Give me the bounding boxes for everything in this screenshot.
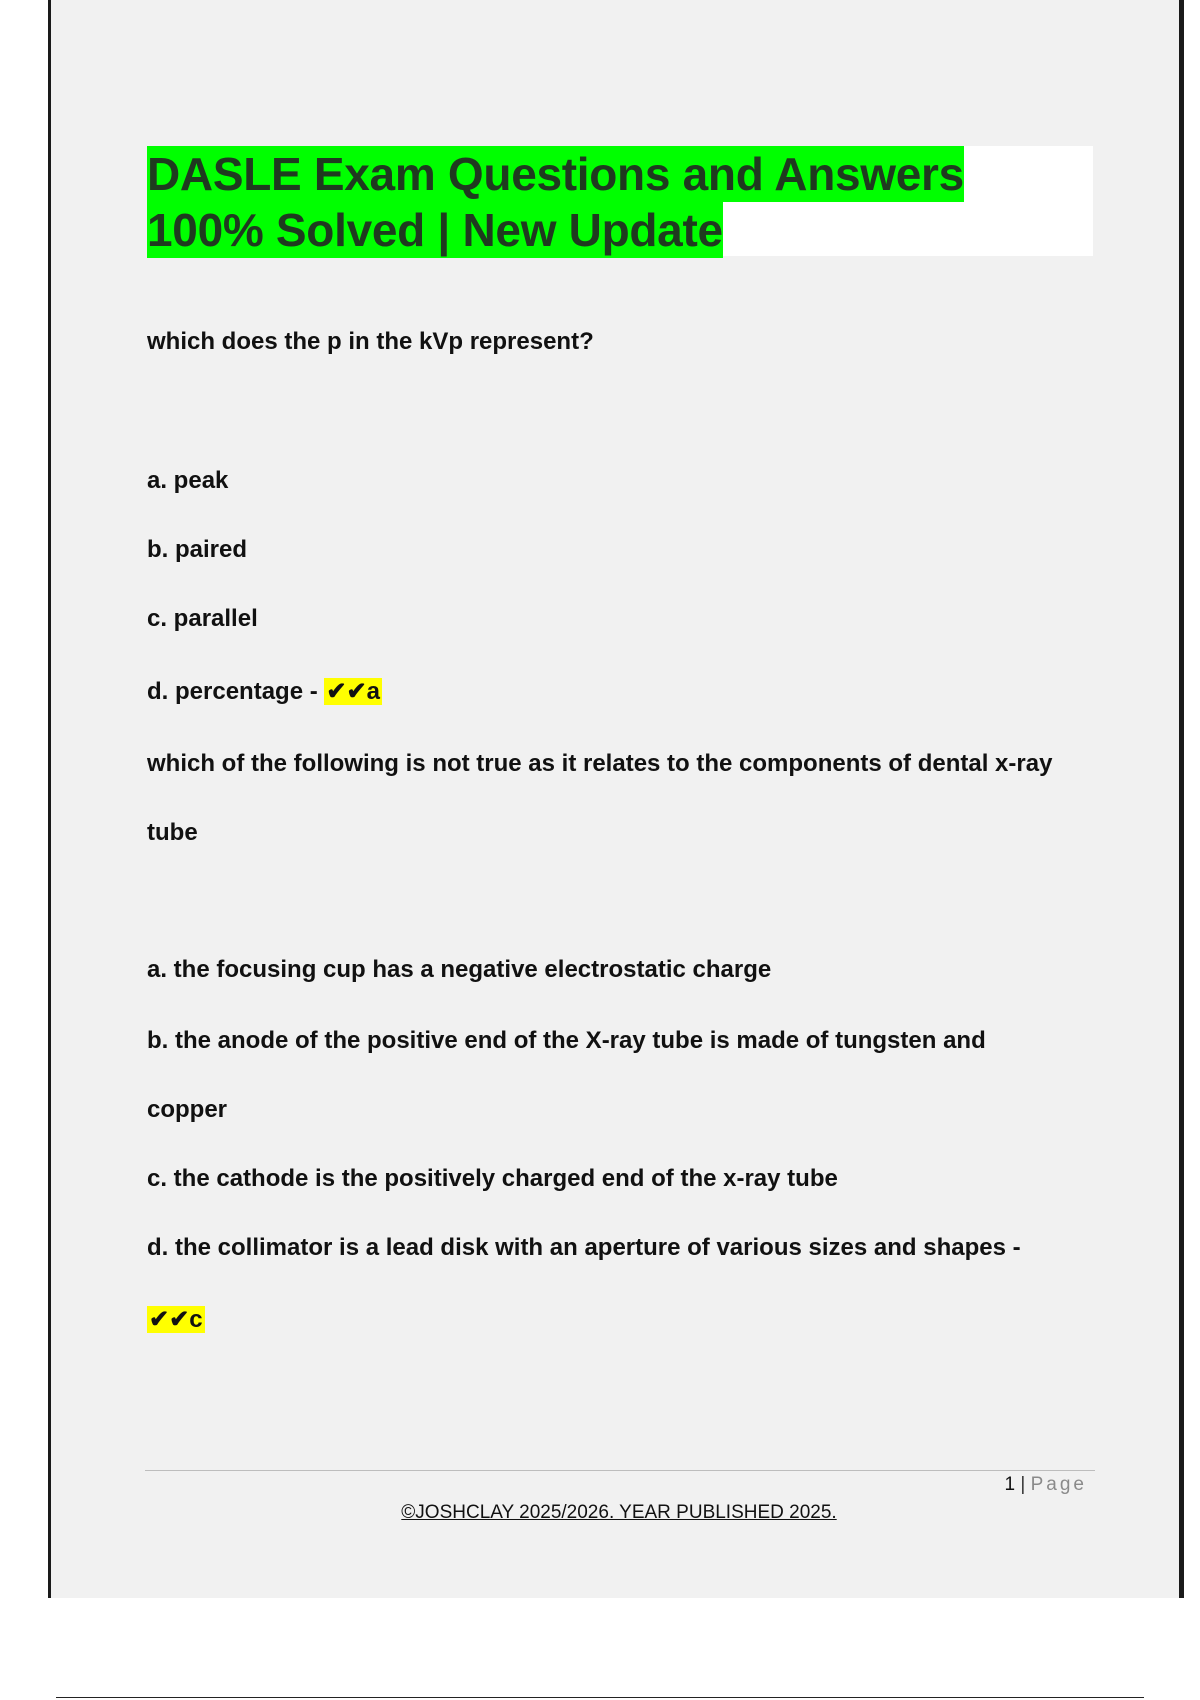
question-2-answer-line: [147, 1305, 205, 1334]
question-1-text: which does the p in the kVp represent?: [147, 328, 594, 355]
question-1-option-d: [147, 677, 382, 706]
footer-divider: [145, 1470, 1095, 1471]
page-number-value: 1: [1004, 1474, 1016, 1495]
bottom-divider: [56, 1697, 1144, 1698]
question-2-answer: ✔✔c: [149, 1306, 203, 1333]
question-1-answer: ✔✔a: [326, 678, 380, 705]
question-1-option-c: c. parallel: [147, 605, 258, 632]
title-line-2: 100% Solved | New Update: [147, 204, 723, 256]
document-title: [147, 146, 1093, 256]
page-label: Page: [1030, 1474, 1087, 1495]
copyright-footer: ©JOSHCLAY 2025/2026. YEAR PUBLISHED 2025.: [401, 1502, 837, 1523]
question-2-option-b-line-1: b. the anode of the positive end of the X-ray tube is made of tungsten and: [147, 1027, 986, 1054]
question-2-option-c: c. the cathode is the positively charged end of the x-ray tube: [147, 1165, 838, 1192]
question-1-option-d-label: d. percentage -: [147, 678, 318, 705]
question-1-option-a: a. peak: [147, 467, 229, 494]
page-number: [1005, 1474, 1087, 1496]
page-number-separator: |: [1020, 1474, 1026, 1495]
question-2-text-line-2: tube: [147, 819, 198, 846]
question-2-option-a: a. the focusing cup has a negative electrostatic charge: [147, 956, 772, 983]
question-2-option-d: d. the collimator is a lead disk with an aperture of various sizes and shapes -: [147, 1234, 1021, 1261]
question-1-option-b: b. paired: [147, 536, 248, 563]
question-2-option-b-line-2: copper: [147, 1096, 228, 1123]
title-line-1: DASLE Exam Questions and Answers: [147, 148, 964, 200]
document-page: [48, 0, 1184, 1598]
question-2-text-line-1: which of the following is not true as it relates to the components of dental x-ray: [147, 750, 1053, 777]
